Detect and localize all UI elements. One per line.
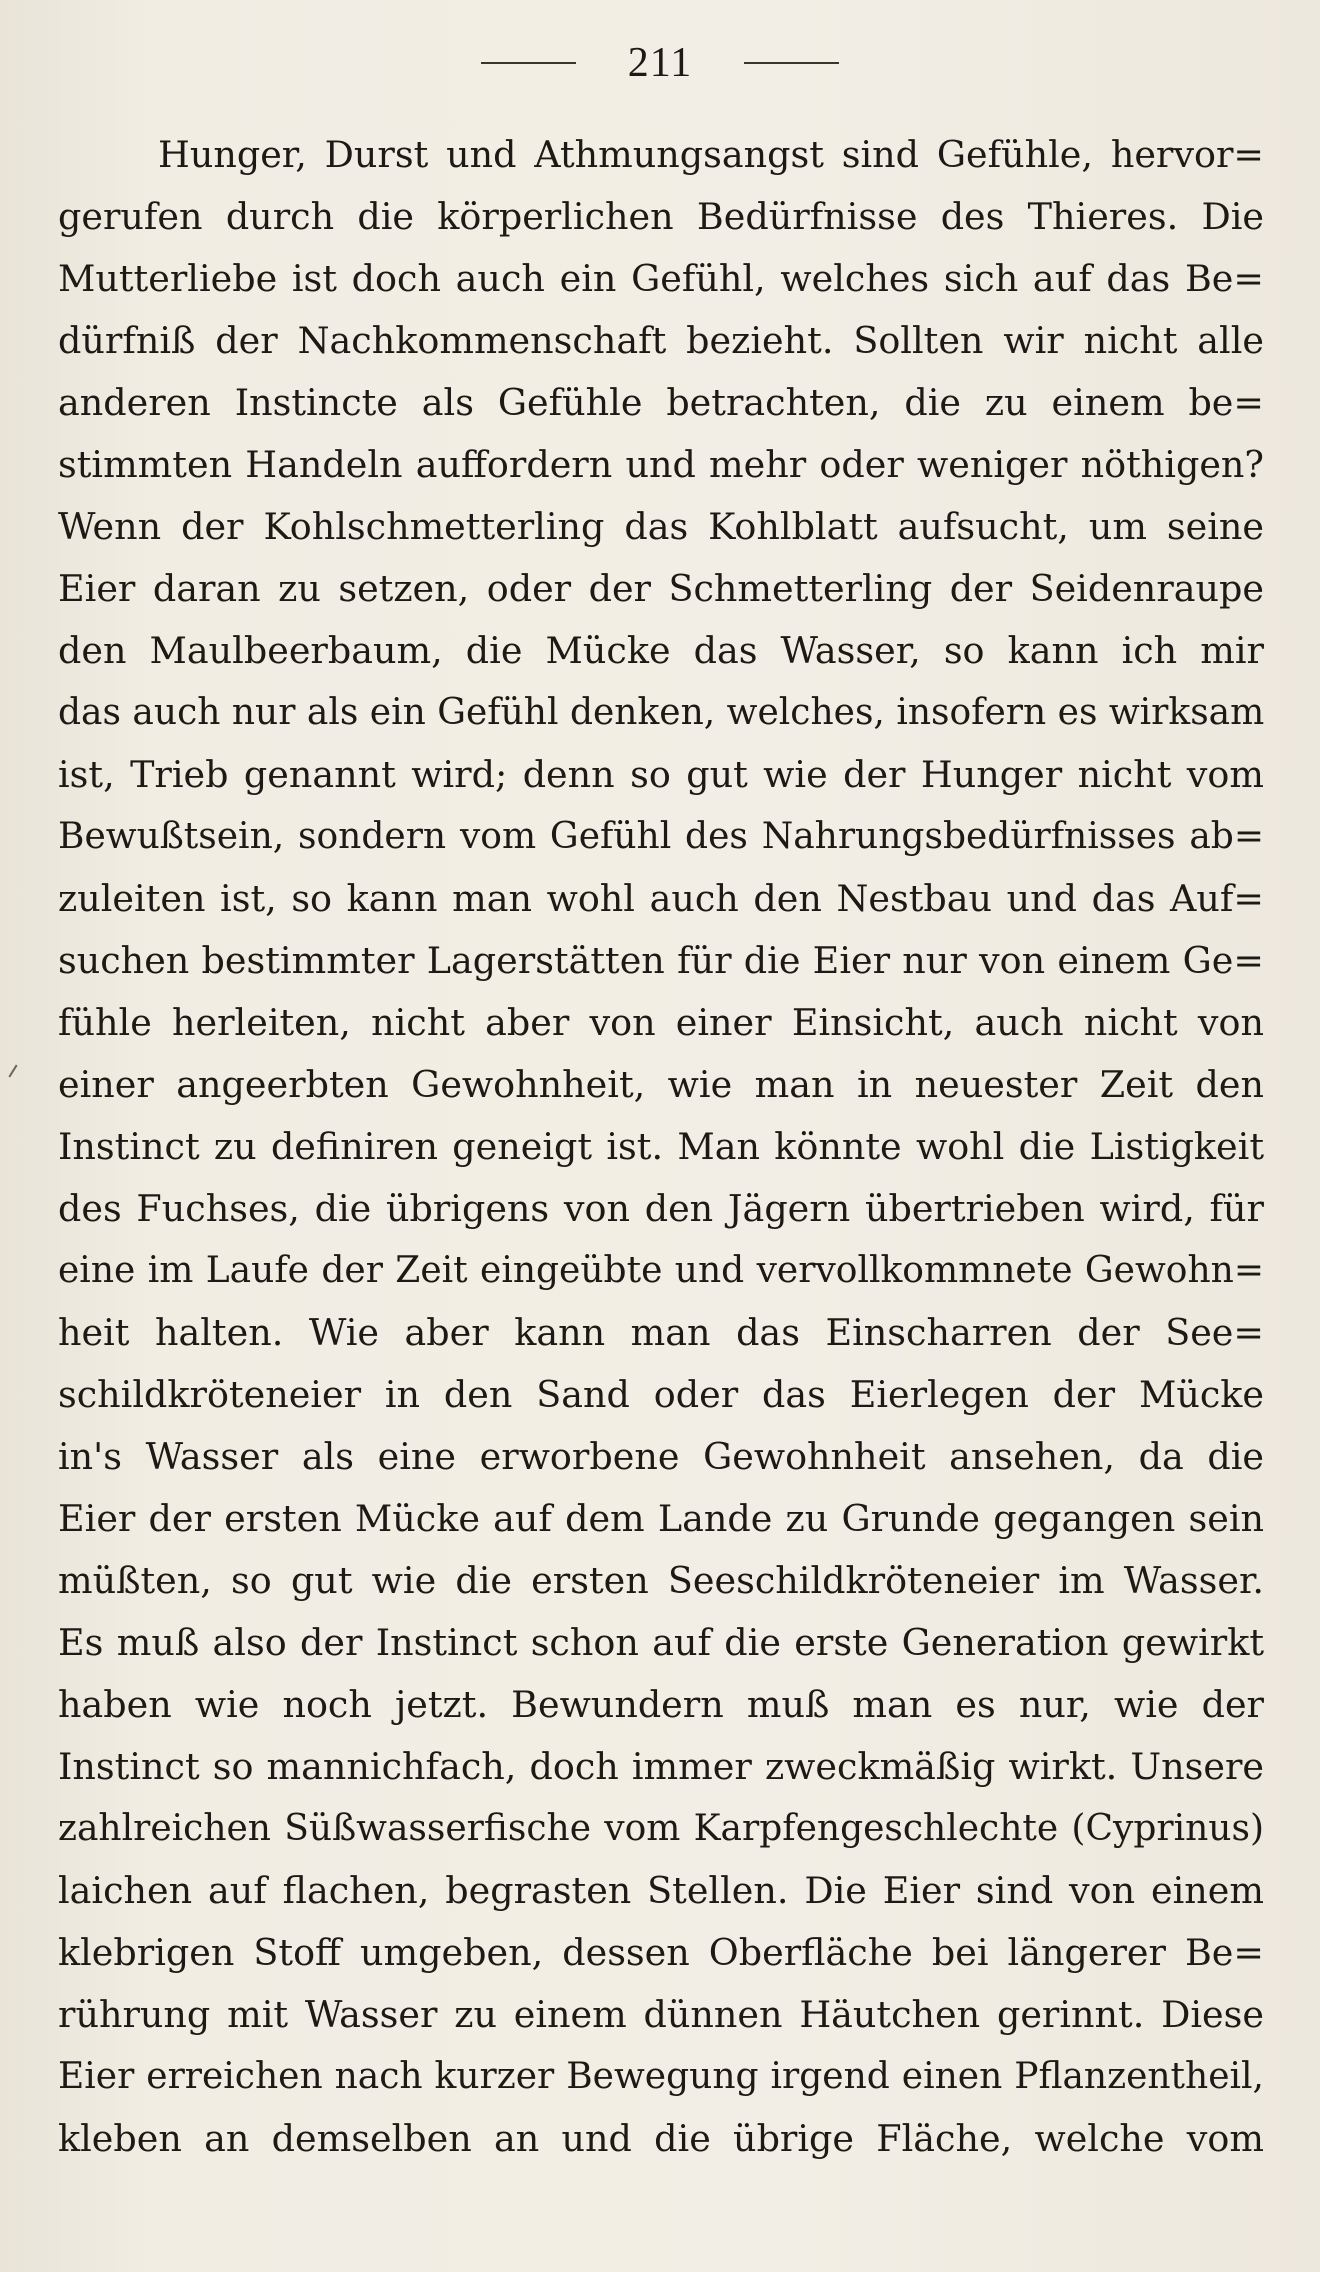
- text-line: Eier daran zu setzen, oder der Schmetterling der Seidenraupe: [58, 567, 1264, 610]
- text-line: fühle herleiten, nicht aber von einer Einsicht, auch nicht von: [58, 1001, 1264, 1044]
- text-line: des Fuchses, die übrigens von den Jägern übertrieben wird, für: [58, 1187, 1264, 1230]
- text-line: müßten, so gut wie die ersten Seeschildkröteneier im Wasser.: [58, 1559, 1264, 1602]
- text-line: heit halten. Wie aber kann man das Einscharren der See=: [58, 1311, 1264, 1354]
- margin-mark: [8, 1065, 17, 1078]
- header-rule-left: [481, 62, 576, 64]
- text-line: stimmten Handeln auffordern und mehr oder weniger nöthigen?: [58, 443, 1264, 486]
- text-line: den Maulbeerbaum, die Mücke das Wasser, so kann ich mir: [58, 629, 1264, 672]
- text-line: in's Wasser als eine erworbene Gewohnheit ansehen, da die: [58, 1435, 1264, 1478]
- text-line: dürfniß der Nachkommenschaft bezieht. Sollten wir nicht alle: [58, 319, 1264, 362]
- text-line: ist, Trieb genannt wird; denn so gut wie der Hunger nicht vom: [58, 753, 1264, 796]
- text-line: gerufen durch die körperlichen Bedürfnisse des Thieres. Die: [58, 195, 1264, 238]
- header-rule-right: [744, 62, 839, 64]
- page-header: [0, 38, 1320, 88]
- text-line: Eier der ersten Mücke auf dem Lande zu Grunde gegangen sein: [58, 1497, 1264, 1540]
- text-line: Wenn der Kohlschmetterling das Kohlblatt aufsucht, um seine: [58, 505, 1264, 548]
- text-line: Bewußtsein, sondern vom Gefühl des Nahrungsbedürfnisses ab=: [58, 816, 1264, 857]
- text-line: zuleiten ist, so kann man wohl auch den Nestbau und das Auf=: [58, 877, 1264, 920]
- text-line: zahlreichen Süßwasserfische vom Karpfengeschlechte (Cyprinus): [58, 1808, 1264, 1849]
- text-line: eine im Laufe der Zeit eingeübte und vervollkommnete Gewohn=: [58, 1250, 1264, 1291]
- text-line: das auch nur als ein Gefühl denken, welches, insofern es wirksam: [58, 692, 1265, 733]
- text-line: Es muß also der Instinct schon auf die erste Generation gewirkt: [58, 1621, 1264, 1664]
- text-line: suchen bestimmter Lagerstätten für die Eier nur von einem Ge=: [58, 939, 1264, 982]
- text-line: Instinct so mannichfach, doch immer zweckmäßig wirkt. Unsere: [58, 1745, 1264, 1788]
- text-line: Instinct zu definiren geneigt ist. Man könnte wohl die Listigkeit: [58, 1125, 1264, 1168]
- text-line: haben wie noch jetzt. Bewundern muß man es nur, wie der: [58, 1683, 1264, 1726]
- text-line: einer angeerbten Gewohnheit, wie man in neuester Zeit den: [58, 1063, 1264, 1106]
- text-line: laichen auf flachen, begrasten Stellen. Die Eier sind von einem: [58, 1869, 1264, 1912]
- text-line: Mutterliebe ist doch auch ein Gefühl, welches sich auf das Be=: [58, 257, 1264, 300]
- page-number: 211: [627, 40, 693, 86]
- text-line: kleben an demselben an und die übrige Fläche, welche vom: [58, 2117, 1264, 2160]
- text-line: schildkröteneier in den Sand oder das Eierlegen der Mücke: [58, 1373, 1264, 1416]
- text-line: anderen Instincte als Gefühle betrachten, die zu einem be=: [58, 381, 1264, 424]
- text-line: rührung mit Wasser zu einem dünnen Häutchen gerinnt. Diese: [58, 1993, 1264, 2036]
- text-line: Hunger, Durst und Athmungsangst sind Gefühle, hervor=: [158, 133, 1264, 176]
- text-line: klebrigen Stoff umgeben, dessen Oberfläche bei längerer Be=: [58, 1931, 1264, 1974]
- text-line: Eier erreichen nach kurzer Bewegung irgend einen Pflanzentheil,: [58, 2056, 1264, 2097]
- body-text: [58, 124, 1264, 2170]
